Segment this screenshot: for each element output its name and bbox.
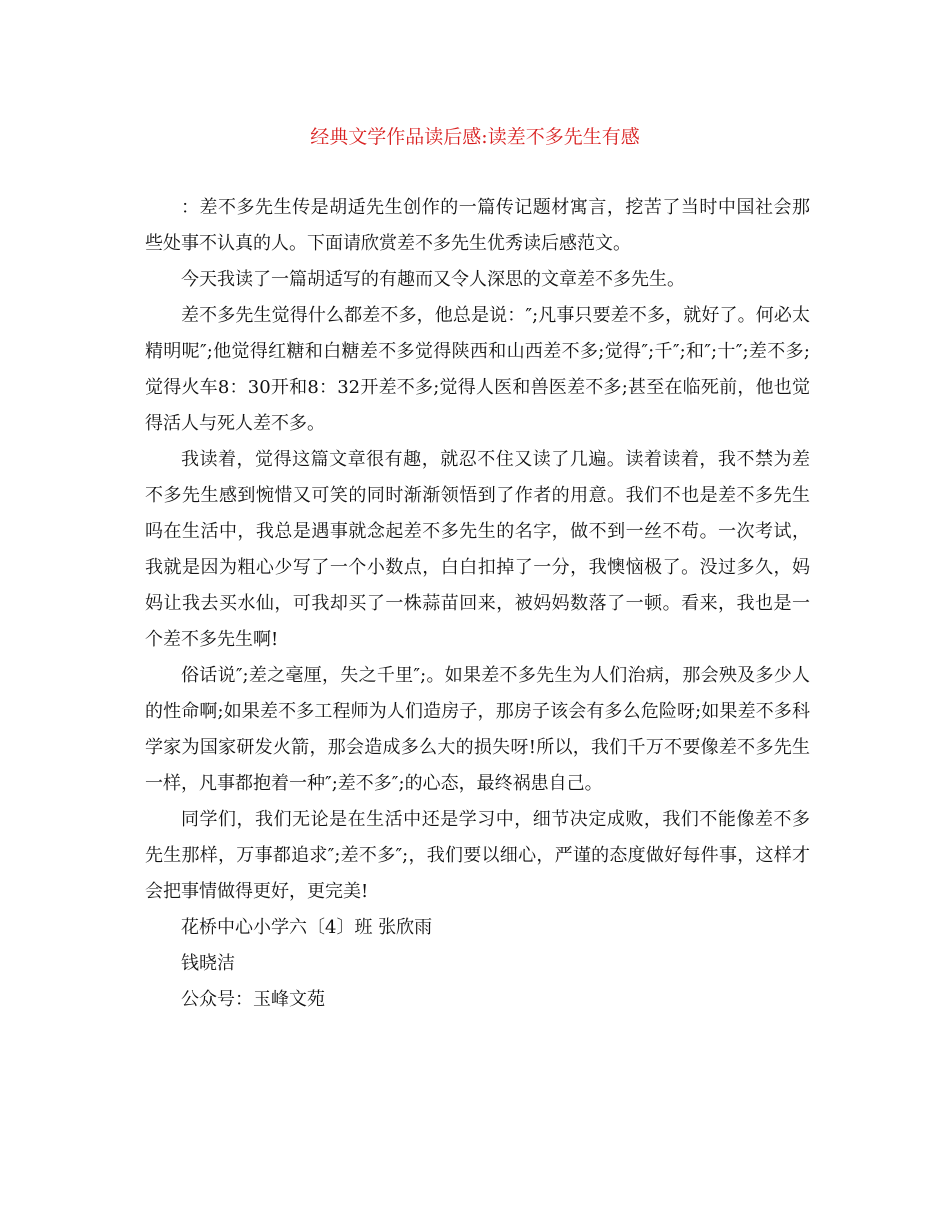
document-title: 经典文学作品读后感:读差不多先生有感 bbox=[310, 126, 640, 148]
document-body bbox=[145, 190, 810, 1018]
signature-author: 花桥中心小学六〔4〕班 张欣雨 bbox=[181, 917, 433, 938]
signature-teacher: 钱晓洁 bbox=[181, 953, 235, 974]
paragraph-4: 俗话说″;差之毫厘，失之千里″;。如果差不多先生为人们治病，那会殃及多少人的性命啊;如果差不多工程师为人们造房子，那房子该会有多么危险呀;如果差不多科学家为国家研发火箭，那会造成多么大的损失呀!所以，我们千万不要像差不多先生一样，凡事都抱着一种″;差不多″;的心态，最终祸患自己。 bbox=[145, 665, 810, 794]
paragraph-2: 差不多先生觉得什么都差不多，他总是说：″;凡事只要差不多，就好了。何必太精明呢″;他觉得红糖和白糖差不多觉得陕西和山西差不多;觉得″;千″;和″;十″;差不多;觉得火车8：30开和8：32开差不多;觉得人医和兽医差不多;甚至在临死前，他也觉得活人与死人差不多。 bbox=[145, 305, 810, 434]
paragraph-1: 今天我读了一篇胡适写的有趣而又令人深思的文章差不多先生。 bbox=[181, 269, 685, 290]
paragraph-intro: ：差不多先生传是胡适先生创作的一篇传记题材寓言，挖苦了当时中国社会那些处事不认真的人。下面请欣赏差不多先生优秀读后感范文。 bbox=[145, 197, 810, 254]
signature-account: 公众号：玉峰文苑 bbox=[181, 989, 325, 1010]
paragraph-3: 我读着，觉得这篇文章很有趣，就忍不住又读了几遍。读着读着，我不禁为差不多先生感到惋惜又可笑的同时渐渐领悟到了作者的用意。我们不也是差不多先生吗在生活中，我总是遇事就念起差不多先生的名字，做不到一丝不苟。一次考试，我就是因为粗心少写了一个小数点，白白扣掉了一分，我懊恼极了。没过多久，妈妈让我去买水仙，可我却买了一株蒜苗回来，被妈妈数落了一顿。看来，我也是一个差不多先生啊! bbox=[145, 449, 810, 650]
paragraph-5: 同学们，我们无论是在生活中还是学习中，细节决定成败，我们不能像差不多先生那样，万事都追求″;差不多″;，我们要以细心，严谨的态度做好每件事，这样才会把事情做得更好，更完美! bbox=[145, 809, 810, 902]
